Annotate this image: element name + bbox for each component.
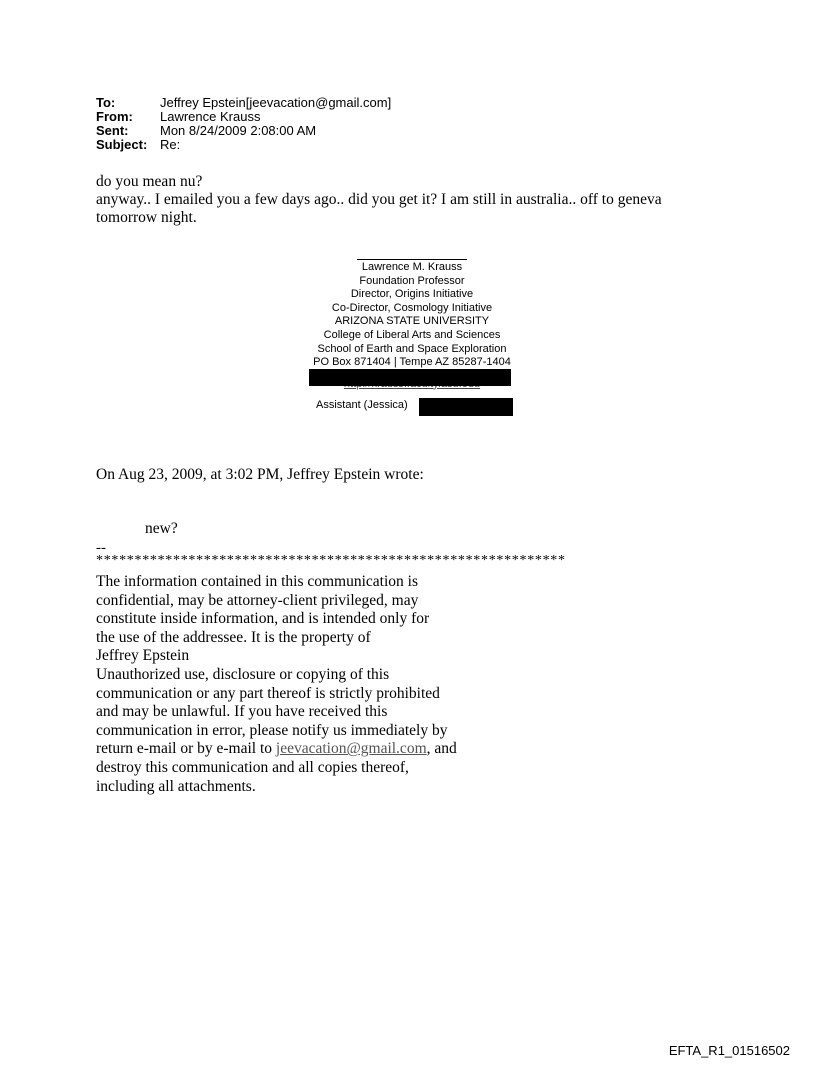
subject-row	[96, 138, 391, 152]
disclaimer-line: constitute inside information, and is intended only for	[96, 610, 430, 628]
quote-separator: --	[96, 540, 106, 556]
disclaimer-text: , and	[426, 740, 457, 758]
disclaimer-line: Jeffrey Epstein	[96, 647, 190, 665]
signature-rule	[357, 259, 467, 260]
body-line-1: do you mean nu?	[96, 173, 203, 190]
signature-title-3: Co-Director, Cosmology Initiative	[331, 301, 493, 314]
subject-label: Subject:	[96, 137, 148, 152]
body-line-2: anyway.. I emailed you a few days ago.. did you get it? I am still in australia.. off to geneva tomorrow night.	[96, 191, 662, 226]
signature-college: College of Liberal Arts and Sciences	[323, 328, 501, 341]
email-body	[96, 173, 716, 227]
to-label: To:	[96, 95, 116, 110]
disclaimer-text: return e-mail or by e-mail to	[96, 740, 276, 758]
star-divider: *************************************************************	[96, 553, 566, 568]
signature-school: School of Earth and Space Exploration	[317, 342, 507, 355]
sent-value: Mon 8/24/2009 2:08:00 AM	[160, 123, 317, 138]
signature-address: PO Box 871404 | Tempe AZ 85287-1404	[313, 356, 511, 369]
to-value: Jeffrey Epstein[jeevacation@gmail.com]	[160, 95, 392, 110]
disclaimer-line	[96, 740, 496, 759]
assistant-label: Assistant (Jessica)	[316, 399, 408, 411]
sent-row	[96, 124, 391, 138]
disclaimer-line: including all attachments.	[96, 777, 256, 795]
from-value: Lawrence Krauss	[160, 109, 261, 124]
signature-title-2: Director, Origins Initiative	[350, 288, 474, 301]
redaction-box	[419, 398, 513, 416]
document-id: EFTA_R1_01516502	[668, 1043, 790, 1058]
from-label: From:	[96, 109, 133, 124]
disclaimer-line: the use of the addressee. It is the property of	[96, 628, 371, 646]
disclaimer-line: and may be unlawful. If you have received this	[96, 703, 388, 721]
to-row	[96, 96, 391, 110]
disclaimer-line: Unauthorized use, disclosure or copying of this	[96, 665, 390, 683]
redaction-box	[309, 369, 511, 386]
email-header	[96, 96, 391, 152]
quoted-message: new?	[145, 520, 178, 537]
signature-name: Lawrence M. Krauss	[361, 261, 463, 273]
quote-intro: On Aug 23, 2009, at 3:02 PM, Jeffrey Epstein wrote:	[96, 466, 424, 483]
signature-assistant	[316, 399, 408, 412]
sent-label: Sent:	[96, 123, 129, 138]
disclaimer-line: The information contained in this communication is	[96, 573, 418, 590]
signature-university: ARIZONA STATE UNIVERSITY	[334, 315, 490, 328]
email-link[interactable]: jeevacation@gmail.com	[275, 740, 427, 758]
signature-title-1: Foundation Professor	[359, 274, 465, 287]
disclaimer-line: confidential, may be attorney-client privileged, may	[96, 591, 419, 609]
subject-value: Re:	[160, 137, 181, 152]
disclaimer-line: communication in error, please notify us immediately by	[96, 721, 448, 739]
disclaimer-line: destroy this communication and all copies thereof,	[96, 758, 409, 776]
disclaimer-line: communication or any part thereof is strictly prohibited	[96, 684, 440, 702]
from-row	[96, 110, 391, 124]
disclaimer	[96, 573, 496, 796]
